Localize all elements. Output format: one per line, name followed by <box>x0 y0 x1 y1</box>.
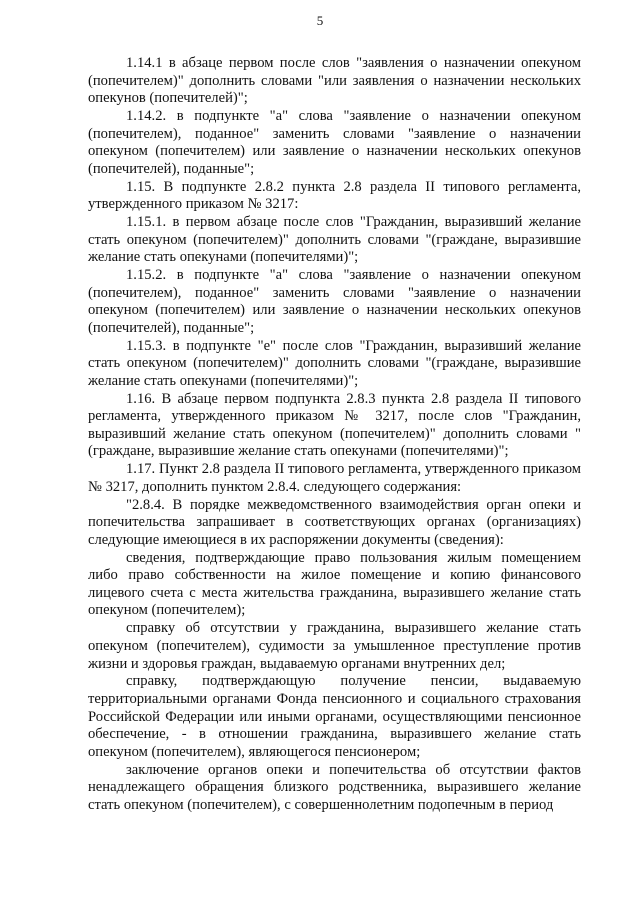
paragraph-2-8-4: "2.8.4. В порядке межведомственного взаимодействия орган опеки и попечительства запрашивает в соответствующих органах (организациях) следующие имеющиеся в их распоряжении документы (сведения): <box>88 496 581 548</box>
paragraph-1-15-1: 1.15.1. в первом абзаце после слов "Гражданин, выразивший желание стать опекуном (попечителем)" дополнить словами "(граждане, выразившие желание стать опекунами (попечителями)"; <box>88 214 581 266</box>
paragraph-1-15-2: 1.15.2. в подпункте "а" слова "заявление о назначении опекуном (попечителем), поданное" заменить словами "заявление о назначении опекуном (попечителем) или заявление о назначении нескольких опекунов (попечителей), поданные"; <box>88 267 581 336</box>
paragraph-1-16: 1.16. В абзаце первом подпункта 2.8.3 пункта 2.8 раздела II типового регламента, утвержденного приказом № 3217, после слов "Гражданин, выразивший желание стать опекуном (попечителем)" дополнить словами "(граждане, выразившие желание стать опекунами (попечителями)"; <box>88 390 581 460</box>
paragraph-1-14-1: 1.14.1 в абзаце первом после слов "заявления о назначении опекуном (попечителем)" дополнить словами "или заявления о назначении нескольких опекунов (попечителей)"; <box>88 55 581 107</box>
paragraph-1-15-3: 1.15.3. в подпункте "е" после слов "Гражданин, выразивший желание стать опекуном (попечителем)" дополнить словами "(граждане, выразившие желание стать опекунами (попечителями)"; <box>88 337 581 389</box>
list-item-guardianship-conclusion: заключение органов опеки и попечительства об отсутствии фактов ненадлежащего обращения близкого родственника, выразившего желание стать опекуном (попечителем), с совершеннолетним подопечным в период <box>88 761 581 813</box>
list-item-housing-info: сведения, подтверждающие право пользования жилым помещением либо право собственности на жилое помещение и копию финансового лицевого счета с места жительства гражданина, выразившего желание стать опекуном (попечителем); <box>88 549 581 619</box>
page-number: 5 <box>316 13 324 28</box>
list-item-pension-certificate: справку, подтверждающую получение пенсии, выдаваемую территориальными органами Фонда пенсионного и социального страхования Российской Федерации или иными органами, осуществляющими пенсионное обеспечение, - в отношении гражданина, выразившего желание стать опекуном (попечителем), являющегося пенсионером; <box>88 673 581 760</box>
paragraph-1-17: 1.17. Пункт 2.8 раздела II типового регламента, утвержденного приказом № 3217, дополнить пунктом 2.8.4. следующего содержания: <box>88 461 581 495</box>
paragraph-1-14-2: 1.14.2. в подпункте "а" слова "заявление о назначении опекуном (попечителем), поданное" заменить словами "заявление о назначении опекуном (попечителем) или заявление о назначении нескольких опекунов (попечителей), поданные"; <box>88 108 581 177</box>
paragraph-1-15: 1.15. В подпункте 2.8.2 пункта 2.8 раздела II типового регламента, утвержденного приказом № 3217: <box>88 178 581 213</box>
list-item-criminal-record: справку об отсутствии у гражданина, выразившего желание стать опекуном (попечителем), судимости за умышленное преступление против жизни и здоровья граждан, выдаваемую органами внутренних дел; <box>88 620 581 672</box>
document-body <box>88 55 581 815</box>
